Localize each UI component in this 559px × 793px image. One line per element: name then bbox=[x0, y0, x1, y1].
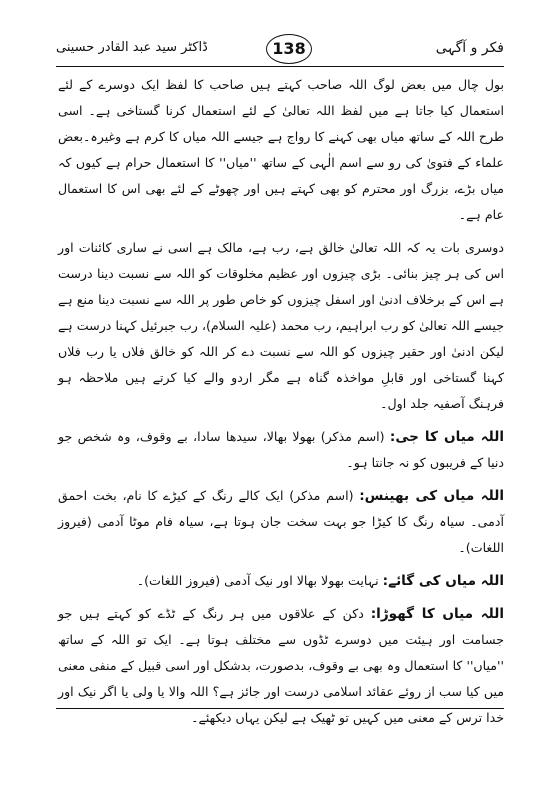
text-line: بول چال میں بعض لوگ اللہ صاحب کہتے ہیں صاحب کا لفظ ایک دوسرے کے لئے استعمال کیا bbox=[58, 77, 504, 118]
text-line: جائز ہے؟ اللہ والا یا ولی یا اگر نیک اور خدا ترس کے معنی میں کہیں تو ٹھیک ہے لیکن یہاں دیکھئے۔ bbox=[58, 684, 504, 725]
paragraph-creator bbox=[58, 235, 504, 417]
dictionary-entry bbox=[58, 568, 504, 594]
page-header bbox=[56, 34, 504, 68]
text-line: (اسم مذکر) ایک کالے رنگ کے کیڑے کا نام، بخت احمق آدمی۔ bbox=[58, 488, 504, 529]
dictionary-entry bbox=[58, 424, 504, 476]
footer-rule bbox=[56, 708, 504, 709]
text-line: (اسم مذکر) بھولا بھالا، سیدھا سادا، بے وقوف، وہ شخص جو دنیا کے فریبوں bbox=[58, 429, 504, 470]
book-title: فکر و آگہی bbox=[435, 40, 504, 56]
entry-term: اللہ میاں کا جی: bbox=[389, 429, 504, 445]
text-line: فرہنگ آصفیہ جلد اول۔ bbox=[380, 396, 504, 411]
dictionary-entry bbox=[58, 483, 504, 561]
text-line: اس کی ہر چیز بنائی۔ بڑی چیزوں اور عظیم مخلوقات کو اللہ سے نسبت دینا درست ہے اس کے برخلاف bbox=[58, 266, 504, 307]
text-line: دکن کے علاقوں میں ہر رنگ کے ٹڈے کو کہتے ہیں جو جسامت اور bbox=[58, 606, 504, 647]
entry-term: اللہ میاں کا گھوڑا: bbox=[370, 606, 504, 622]
entry-term: اللہ میاں کی بھینس: bbox=[359, 488, 504, 504]
text-line: کو نہ جانتا ہو۔ bbox=[346, 455, 426, 470]
paragraph-intro bbox=[58, 72, 504, 228]
header-rule bbox=[56, 66, 504, 67]
text-line: (علیہ السلام)، رب جبرئیل کہنا درست ہے لیکن ادنیٰ اور حقیر چیزوں کو اللہ سے نسبت دے کر اللہ کو خالق bbox=[58, 318, 504, 359]
text-line: ہیئت میں دوسرے ٹڈوں سے مختلف ہوتا ہے۔ ایک تو اللہ کے ساتھ ''میاں'' کا استعمال وہ بھی بے bbox=[58, 632, 504, 673]
text-line: فلاں یا رب فلاں کہنا گستاخی اور قابلِ مواخذہ گناہ ہے مگر اردو والے کیا کرتے ہیں ملاحظہ ہو bbox=[58, 344, 504, 385]
dictionary-entry bbox=[58, 601, 504, 731]
text-line: وقوف، بدصورت، بدشکل اور اسی قبیل کے منفی معنی میں کیا سب از روئے عقائد اسلامی درست اور bbox=[58, 658, 504, 699]
author-name: ڈاکٹر سید عبد القادر حسینی bbox=[56, 40, 208, 55]
text-line: نہایت بھولا بھالا اور نیک آدمی (فیروز اللغات)۔ bbox=[136, 573, 379, 588]
page-body bbox=[58, 72, 504, 731]
text-line: جاتا ہے میں لفظ اللہ تعالیٰ کے لئے استعمال کرنا گستاخی ہے۔ اسی طرح اللہ کے ساتھ میاں بھی bbox=[58, 103, 504, 144]
page-number: 138 bbox=[266, 34, 312, 64]
text-line: لئے بھی اس کا استعمال عام ہے۔ bbox=[58, 181, 504, 222]
text-line: سیاہ رنگ کا کیڑا جو بہت سخت جان ہوتا ہے، سیاہ فام موٹا آدمی (فیروز اللغات)۔ bbox=[58, 514, 504, 555]
text-line: ''میاں'' کا استعمال حرام ہے کیوں کہ میاں بڑے، بزرگ اور محترم کو بھی کہتے ہیں اور چھوٹے کے bbox=[58, 155, 504, 196]
text-line: کہنے کا رواج ہے جیسے اللہ میاں کا کرم ہے وغیرہ۔بعض علماء کے فتویٰ کی رو سے اسم الٰہی کے ساتھ bbox=[58, 129, 504, 170]
entry-term: اللہ میاں کی گائے: bbox=[382, 573, 504, 589]
text-line: دوسری بات یہ کہ اللہ تعالیٰ خالق ہے، رب ہے، مالک ہے اسی نے ساری کائنات اور bbox=[58, 240, 504, 255]
text-line: ادنیٰ اور اسفل چیزوں کو خاص طور پر اللہ سے نسبت دینا منع ہے جیسے اللہ تعالیٰ کو رب ابراہیم، رب محمد bbox=[58, 292, 504, 333]
